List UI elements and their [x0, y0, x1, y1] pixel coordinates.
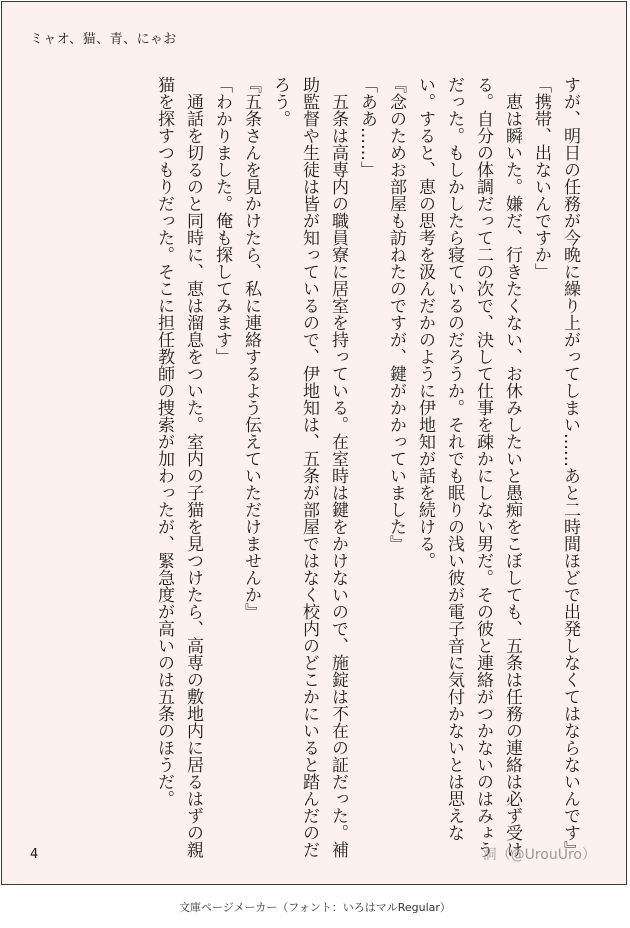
author-credit: 洞（@UrouUro）: [482, 847, 596, 863]
work-title: ミャオ、猫、青、にゃお: [30, 32, 177, 47]
paragraph: 「携帯、出ないんですか」: [531, 76, 551, 280]
paragraph: 五条は高専内の職員寮に居室を持っている。在室時は鍵をかけないので、施錠は不在の証だった。補助監督や生徒は皆が知っているので、伊地知は、五条が部屋ではなく校内のどこかにいると踏んだのだろう。: [270, 76, 348, 858]
paragraph: 通話を切るのと同時に、恵は溜息をついた。室内の子猫を見つけたら、高専の敷地内に居るはずの親猫を探すつもりだった。そこに担任教師の捜索が加わったが、緊急度が高いのは五条のほうだ。: [154, 76, 203, 858]
paragraph: すが、明日の任務が今晩に繰り上がってしまい……あと二時間ほどで出発しなくてはならないんです』: [560, 76, 580, 858]
paragraph: 『五条さんを見かけたら、私に連絡するよう伝えていただけませんか』: [241, 76, 261, 620]
page-number: 4: [30, 847, 39, 862]
paragraph: 「ああ……」: [357, 76, 377, 178]
generator-credit: 文庫ページメーカー（フォント：いろはマルRegular）: [179, 901, 451, 914]
body-text: [28, 76, 584, 866]
paragraph: 「わかりました。俺も探してみます」: [212, 76, 232, 365]
paragraph: 『念のためお部屋も訪ねたのですが、鍵がかかっていました』: [386, 76, 406, 552]
page-frame: [1, 1, 627, 885]
paragraph: 恵は瞬いた。嫌だ、行きたくない、お休みしたいと愚痴をこぼしても、五条は任務の連絡は必ず受ける。自分の体調だって二の次で、決して仕事を疎かにしない男だ。その彼と連絡がつかないのはみょうだった。もしかしたら寝ているのだろうか。それでも眠りの浅い彼が電子音に気付かないとは思えない。すると、恵の思考を汲んだかのように伊地知が話を続ける。: [415, 76, 522, 858]
